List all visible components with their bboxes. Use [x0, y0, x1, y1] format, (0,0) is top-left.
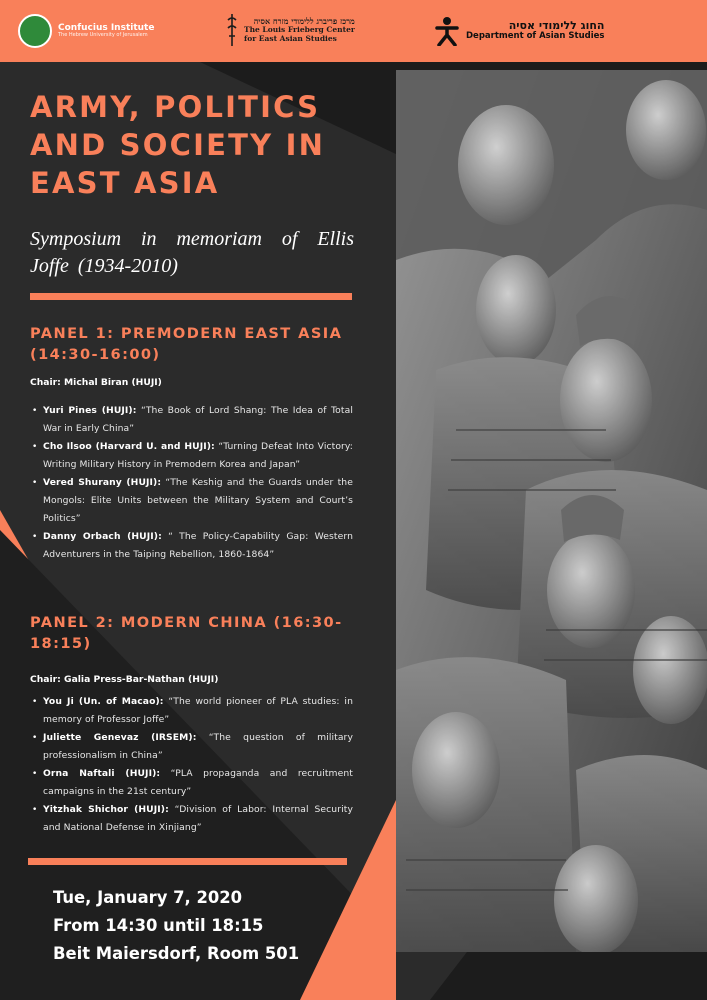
panel2-talk: • Orna Naftali (HUJI): “PLA propaganda and recruitment campaigns in the 21st century”	[32, 768, 353, 797]
poster-subtitle: Symposium in memoriam of Ellis Joffe (1934-2010)	[30, 228, 354, 277]
confucius-sub: The Hebrew University of Jerusalem	[58, 32, 148, 39]
panel1-talk: • Danny Orbach (HUJI): “ The Policy-Capability Gap: Western Adventurers in the Taiping Rebellion, 1860-1864”	[32, 531, 353, 560]
terracotta-warriors-photo	[396, 70, 707, 952]
das-english: Department of Asian Studies	[466, 31, 605, 42]
confucius-name: Confucius Institute	[58, 22, 155, 33]
poster-title: ARMY, POLITICS AND SOCIETY IN EAST ASIA	[30, 90, 326, 200]
event-date: Tue, January 7, 2020	[53, 888, 243, 907]
panel2-talk: • You Ji (Un. of Macao): “The world pioneer of PLA studies: in memory of Professor Joffe”	[32, 696, 353, 725]
panel1-talk: • Yuri Pines (HUJI): “The Book of Lord Shang: The Idea of Total War in Early China”	[32, 405, 353, 434]
friberg-center-logo[interactable]	[226, 12, 355, 48]
panel1-title: PANEL 1: PREMODERN EAST ASIA (14:30-16:00)	[30, 325, 343, 363]
friberg-line2: for East Asian Studies	[244, 33, 337, 43]
panel1-chair: Chair: Michal Biran (HUJI)	[30, 377, 162, 388]
panel2-title: PANEL 2: MODERN CHINA (16:30-18:15)	[30, 614, 343, 652]
panel2-talks	[30, 693, 353, 837]
friberg-line1: The Louis Frieberg Center	[244, 24, 355, 34]
panel1-talk: • Vered Shurany (HUJI): “The Keshig and the Guards under the Mongols: Elite Units between the Military System and Court’s Politics”	[32, 477, 353, 524]
das-figure-icon	[434, 16, 460, 46]
divider-top	[30, 293, 352, 300]
panel2-talk: • Yitzhak Shichor (HUJI): “Division of Labor: Internal Security and National Defense in Xinjiang”	[32, 804, 353, 833]
panel1-talk: • Cho Ilsoo (Harvard U. and HUJI): “Turning Defeat Into Victory: Writing Military History in Premodern Korea and Japan”	[32, 441, 353, 470]
friberg-hebrew: מרכז פריברג ללימודי מזרח אסיה	[253, 15, 355, 26]
panel1-talks	[30, 402, 353, 564]
panel2-chair: Chair: Galia Press-Bar-Nathan (HUJI)	[30, 674, 219, 685]
friberg-emblem-icon	[226, 12, 238, 48]
divider-bottom	[28, 858, 347, 865]
confucius-institute-logo[interactable]	[18, 14, 154, 48]
terracotta-photo-illustration	[396, 70, 707, 952]
event-info	[53, 884, 299, 968]
confucius-emblem-icon	[18, 14, 52, 48]
header	[0, 0, 707, 62]
event-location: Beit Maiersdorf, Room 501	[53, 944, 300, 963]
event-time: From 14:30 until 18:15	[53, 916, 264, 935]
das-hebrew: החוג ללימודי אסיה	[508, 18, 605, 32]
asian-studies-logo[interactable]	[434, 16, 604, 46]
panel2-talk: • Juliette Genevaz (IRSEM): “The question of military professionalism in China”	[32, 732, 353, 761]
